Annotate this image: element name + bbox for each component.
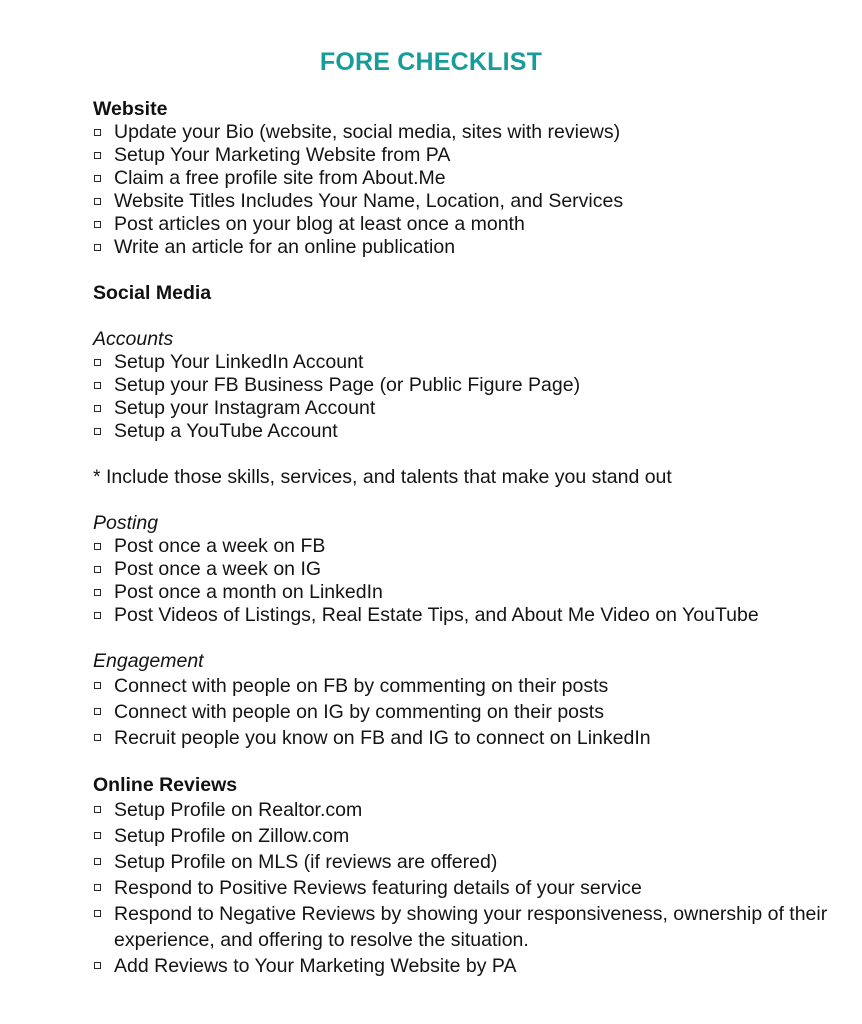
checklist-item-label: Claim a free profile site from About.Me	[114, 167, 446, 189]
checklist-item-label: Respond to Positive Reviews featuring details of your service	[114, 877, 642, 899]
checklist-item-label: Post once a week on IG	[114, 558, 322, 580]
checklist-accounts	[93, 351, 842, 443]
empty-checkbox-icon[interactable]	[94, 832, 101, 839]
checklist-item[interactable]	[93, 797, 842, 823]
empty-checkbox-icon[interactable]	[94, 428, 101, 435]
empty-checkbox-icon[interactable]	[94, 962, 101, 969]
checklist-online-reviews	[93, 797, 842, 979]
checklist-item-label: Add Reviews to Your Marketing Website by PA	[114, 955, 517, 977]
checklist-item[interactable]	[93, 849, 842, 875]
subsection-heading-posting: Posting	[93, 512, 159, 534]
checklist-item[interactable]	[93, 167, 842, 190]
checklist-item[interactable]	[93, 236, 842, 259]
empty-checkbox-icon[interactable]	[94, 175, 101, 182]
empty-checkbox-icon[interactable]	[94, 589, 101, 596]
checklist-item[interactable]	[93, 397, 842, 420]
section-spacer	[93, 305, 842, 327]
checklist-item[interactable]	[93, 699, 842, 725]
empty-checkbox-icon[interactable]	[94, 543, 101, 550]
checklist-item[interactable]	[93, 604, 842, 627]
checklist-item-label: Setup Your Marketing Website from PA	[114, 144, 451, 166]
checklist-item-label: Website Titles Includes Your Name, Location, and Services	[114, 190, 624, 212]
empty-checkbox-icon[interactable]	[94, 382, 101, 389]
checklist-item[interactable]	[93, 190, 842, 213]
checklist-item-label: Write an article for an online publication	[114, 236, 456, 258]
checklist-item[interactable]	[93, 953, 842, 979]
checklist-item-label: Setup Profile on Realtor.com	[114, 799, 363, 821]
checklist-item[interactable]	[93, 875, 842, 901]
checklist-posting	[93, 535, 842, 627]
checklist-item-label: Connect with people on FB by commenting on their posts	[114, 675, 609, 697]
subsection-heading-accounts: Accounts	[93, 328, 174, 350]
checklist-item-label: Setup your FB Business Page (or Public Figure Page)	[114, 374, 581, 396]
checklist-item-label: Recruit people you know on FB and IG to connect on LinkedIn	[114, 727, 651, 749]
checklist-item-label: Connect with people on IG by commenting on their posts	[114, 701, 604, 723]
checklist-item[interactable]	[93, 144, 842, 167]
checklist-item-label: Post once a month on LinkedIn	[114, 581, 383, 603]
checklist-item-label: Setup Profile on Zillow.com	[114, 825, 350, 847]
checklist-website	[93, 121, 842, 259]
section-accounts	[93, 327, 842, 443]
empty-checkbox-icon[interactable]	[94, 884, 101, 891]
checklist-item[interactable]	[93, 420, 842, 443]
empty-checkbox-icon[interactable]	[94, 910, 101, 917]
skills-note: * Include those skills, services, and talents that make you stand out	[93, 466, 672, 488]
checklist-content	[0, 77, 862, 979]
checklist-item[interactable]	[93, 213, 842, 236]
section-posting	[93, 511, 842, 627]
checklist-item[interactable]	[93, 901, 842, 953]
section-engagement	[93, 649, 842, 751]
checklist-engagement	[93, 673, 842, 751]
checklist-item[interactable]	[93, 121, 842, 144]
empty-checkbox-icon[interactable]	[94, 244, 101, 251]
checklist-item-label: Post Videos of Listings, Real Estate Tips, and About Me Video on YouTube	[114, 604, 759, 626]
checklist-item[interactable]	[93, 673, 842, 699]
empty-checkbox-icon[interactable]	[94, 708, 101, 715]
empty-checkbox-icon[interactable]	[94, 405, 101, 412]
checklist-item[interactable]	[93, 351, 842, 374]
subsection-heading-engagement: Engagement	[93, 650, 204, 672]
checklist-item[interactable]	[93, 535, 842, 558]
empty-checkbox-icon[interactable]	[94, 682, 101, 689]
checklist-item-label: Setup Profile on MLS (if reviews are offered)	[114, 851, 498, 873]
empty-checkbox-icon[interactable]	[94, 359, 101, 366]
checklist-item-label: Setup a YouTube Account	[114, 420, 338, 442]
checklist-item[interactable]	[93, 558, 842, 581]
checklist-item[interactable]	[93, 581, 842, 604]
checklist-item-label: Update your Bio (website, social media, sites with reviews)	[114, 121, 621, 143]
empty-checkbox-icon[interactable]	[94, 612, 101, 619]
empty-checkbox-icon[interactable]	[94, 129, 101, 136]
section-heading-online-reviews: Online Reviews	[93, 774, 238, 796]
empty-checkbox-icon[interactable]	[94, 198, 101, 205]
checklist-item-label: Respond to Negative Reviews by showing your responsiveness, ownership of their experience, and offering to resolve the situation.	[114, 903, 828, 951]
page-title: FORE CHECKLIST	[319, 48, 543, 76]
section-spacer	[93, 443, 842, 465]
section-online-reviews	[93, 773, 842, 979]
empty-checkbox-icon[interactable]	[94, 806, 101, 813]
empty-checkbox-icon[interactable]	[94, 221, 101, 228]
section-spacer	[93, 627, 842, 649]
section-spacer	[93, 489, 842, 511]
section-heading-website: Website	[93, 98, 168, 120]
checklist-item[interactable]	[93, 823, 842, 849]
checklist-item-label: Setup Your LinkedIn Account	[114, 351, 364, 373]
section-heading-social-media: Social Media	[93, 282, 212, 304]
empty-checkbox-icon[interactable]	[94, 734, 101, 741]
checklist-item-label: Setup your Instagram Account	[114, 397, 376, 419]
section-spacer	[93, 259, 842, 281]
section-social-media	[93, 281, 842, 305]
checklist-item[interactable]	[93, 374, 842, 397]
section-website	[93, 97, 842, 259]
section-spacer	[93, 751, 842, 773]
checklist-item-label: Post once a week on FB	[114, 535, 326, 557]
empty-checkbox-icon[interactable]	[94, 858, 101, 865]
empty-checkbox-icon[interactable]	[94, 566, 101, 573]
checklist-item[interactable]	[93, 725, 842, 751]
checklist-item-label: Post articles on your blog at least once a month	[114, 213, 525, 235]
empty-checkbox-icon[interactable]	[94, 152, 101, 159]
